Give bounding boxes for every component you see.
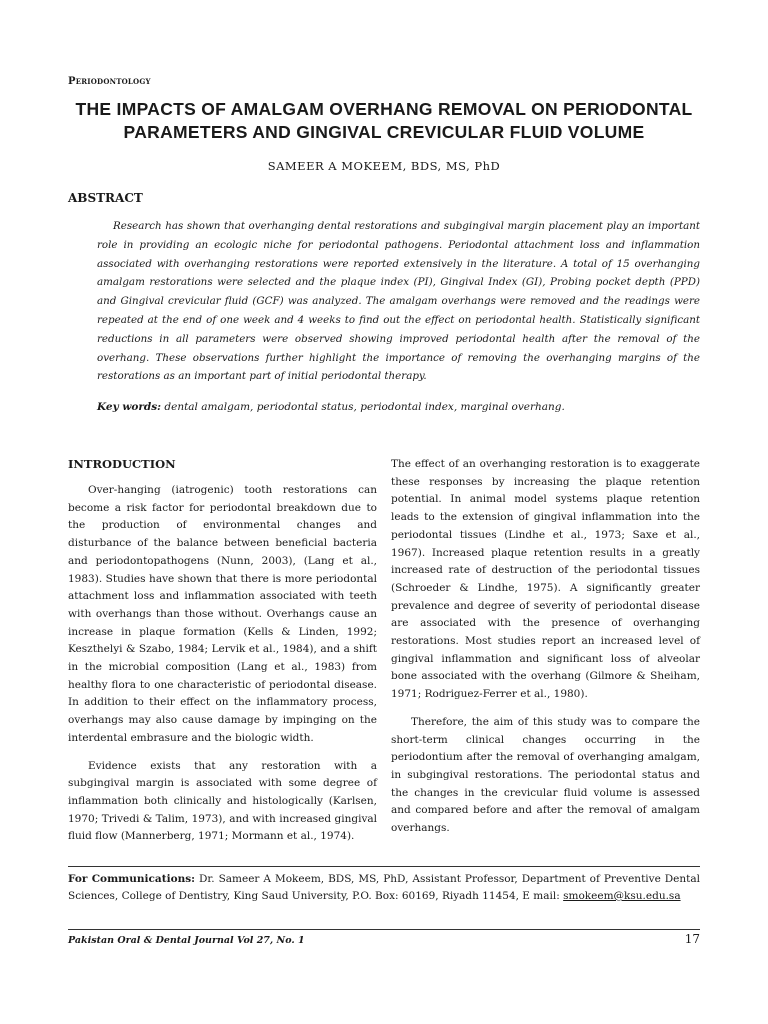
intro-paragraph-4: Therefore, the aim of this study was to compare the short-term clinical changes occurring in the periodontium after the removal of overhanging amalgam, in subgingival restorations. The periodontal status and the changes in the crevicular fluid volume is assessed and compared before and after the removal of amalgam overhangs. <box>391 715 700 835</box>
correspondence-email-link[interactable]: smokeem@ksu.edu.sa <box>563 890 681 902</box>
keywords-label: Key words: <box>97 401 162 413</box>
left-column <box>68 456 377 856</box>
footer-journal: Pakistan Oral & Dental Journal Vol 27, No. 1 <box>68 935 305 946</box>
abstract-text: Research has shown that overhanging dental restorations and subgingival margin placement play an important role in providing an ecologic niche for periodontal pathogens. Periodontal attachment loss and inflammation associated with overhanging restorations were reported extensively in the literature. A total of 15 overhanging amalgam restorations were selected and the plaque index (PI), Gingival Index (GI), Probing pocket depth (PPD) and Gingival crevicular fluid (GCF) was analyzed. The amalgam overhangs were removed and the readings were repeated at the end of one week and 4 weeks to find out the effect on periodontal health. Statistically significant reductions in all parameters were observed showing improved periodontal health after the removal of the overhang. These observations further highlight the importance of removing the overhanging margins of the restorations as an important part of initial periodontal therapy. <box>97 220 700 383</box>
correspondence-text: Dr. Sameer A Mokeem, BDS, MS, PhD, Assistant Professor, Department of Preventive Dental Sciences, College of Dentistry, King Saud University, P.O. Box: 60169, Riyadh 11454, E mail: <box>68 873 700 902</box>
abstract-heading: ABSTRACT <box>68 191 143 205</box>
introduction-heading: INTRODUCTION <box>68 457 176 471</box>
section-label: Periodontology <box>68 76 151 87</box>
page-number: 17 <box>684 932 700 946</box>
keywords <box>97 401 700 413</box>
footer-divider <box>68 929 700 930</box>
author-line: SAMEER A MOKEEM, BDS, MS, PhD <box>267 159 501 173</box>
keywords-text: dental amalgam, periodontal status, periodontal index, marginal overhang. <box>161 401 565 413</box>
intro-paragraph-2: Evidence exists that any restoration with a subgingival margin is associated with some degree of inflammation both clinically and histologically (Karlsen, 1970; Trivedi & Talim, 1973), and with increased gingival fluid flow (Mannerberg, 1971; Mormann et al., 1974). <box>68 759 377 843</box>
correspondence-divider <box>68 866 700 867</box>
intro-paragraph-1: Over-hanging (iatrogenic) tooth restorations can become a risk factor for periodontal breakdown due to the production of environmental changes and disturbance of the balance between beneficial bacteria and periodontopathogens (Nunn, 2003), (Lang et al., 1983). Studies have shown that there is more periodontal attachment loss and inflammation associated with teeth with overhangs than those without. Overhangs cause an increase in plaque formation (Kells & Linden, 1992; Keszthelyi & Szabo, 1984; Lervik et al., 1984), and a shift in the microbial composition (Lang et al., 1983) from healthy flora to one characteristic of periodontal disease. In addition to their effect on the inflammatory process, overhangs may also cause damage by impinging on the interdental embrasure and the biologic width. <box>68 484 377 744</box>
intro-paragraph-3: The effect of an overhanging restoration is to exaggerate these responses by increasing the plaque retention potential. In animal model systems plaque retention leads to the extension of gingival inflammation into the periodontal tissues (Lindhe et al., 1973; Saxe et al., 1967). Increased plaque retention results in a greatly increased rate of destruction of the periodontal tissues (Schroeder & Lindhe, 1975). A significantly greater prevalence and degree of severity of periodontal disease are associated with the presence of overhanging restorations. Most studies report an increased level of gingival inflammation and significant loss of alveolar bone associated with the overhang (Gilmore & Sheiham, 1971; Rodriguez-Ferrer et al., 1980). <box>391 458 700 701</box>
correspondence-note <box>68 871 700 905</box>
right-column <box>391 456 700 848</box>
correspondence-label: For Communications: <box>68 873 196 885</box>
article-title: THE IMPACTS OF AMALGAM OVERHANG REMOVAL ON PERIODONTAL PARAMETERS AND GINGIVAL CREVICULAR FLUID VOLUME <box>75 99 693 142</box>
